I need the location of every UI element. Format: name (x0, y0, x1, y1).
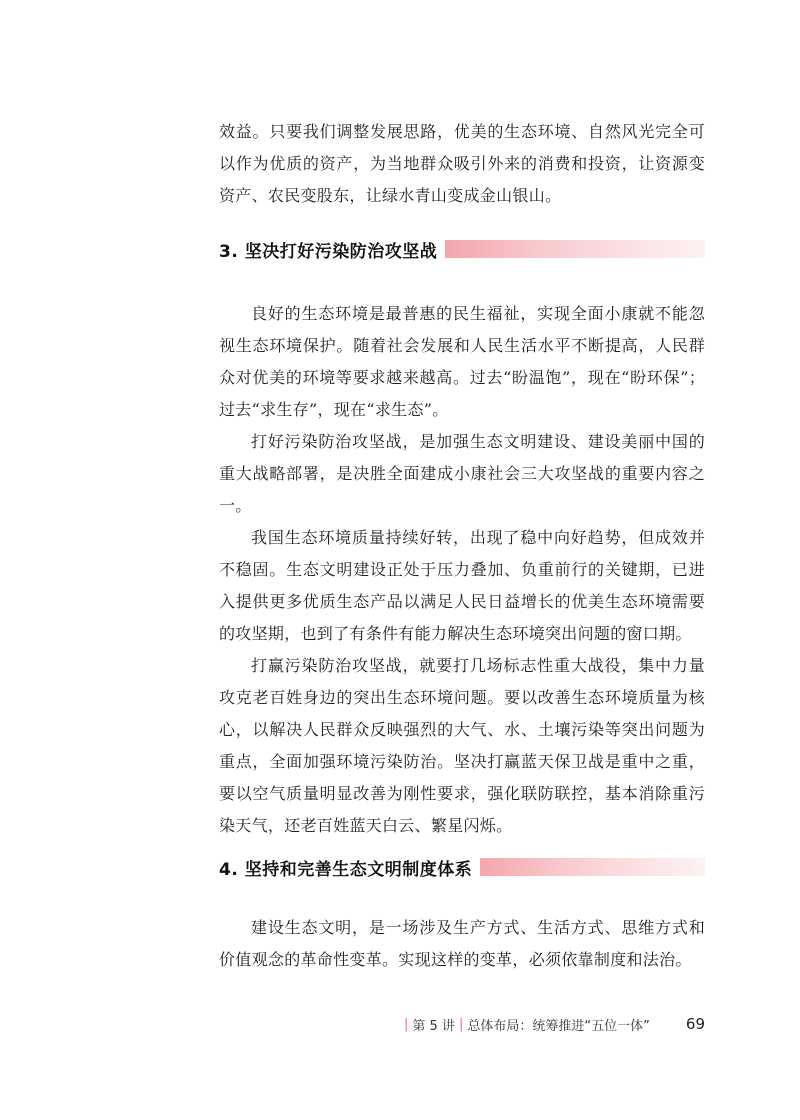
heading-decor-bar (445, 240, 705, 258)
heading-decor-bar (480, 858, 705, 876)
section-heading-3-text: 3. 坚决打好污染防治攻坚战 (219, 241, 438, 262)
paragraph: 建设生态文明，是一场涉及生产方式、生活方式、思维方式和价值观念的革命性变革。实现这样的变革，必须依靠制度和法治。 (219, 918, 705, 969)
footer-lecture-number: 第 5 讲 (412, 1018, 455, 1034)
paragraph-continued: 效益。只要我们调整发展思路，优美的生态环境、自然风光完全可以作为优质的资产，为当地群众吸引外来的消费和投资，让资源变资产、农民变股东，让绿水青山变成金山银山。 (219, 122, 705, 205)
footer-separator: | (458, 1016, 464, 1032)
section-heading-3 (219, 236, 705, 262)
page-number: 69 (685, 1015, 705, 1033)
section-heading-4-text: 4. 坚持和完善生态文明制度体系 (219, 859, 473, 880)
paragraph: 我国生态环境质量持续好转，出现了稳中向好趋势，但成效并不稳固。生态文明建设正处于压力叠加、负重前行的关键期，已进入提供更多优质生态产品以满足人民日益增长的优美生态环境需要的攻坚期，也到了有条件有能力解决生态环境突出问题的窗口期。 (219, 528, 705, 643)
footer-chapter-title: 总体布局：统筹推进“五位一体” (467, 1018, 650, 1034)
paragraph: 打赢污染防治攻坚战，就要打几场标志性重大战役，集中力量攻克老百姓身边的突出生态环境问题。要以改善生态环境质量为核心，以解决人民群众反映强烈的大气、水、土壤污染等突出问题为重点，全面加强环境污染防治。坚决打赢蓝天保卫战是重中之重，要以空气质量明显改善为刚性要求，强化联防联控，基本消除重污染天气，还老百姓蓝天白云、繁星闪烁。 (219, 656, 705, 835)
page-footer (400, 1014, 705, 1034)
paragraph: 打好污染防治攻坚战，是加强生态文明建设、建设美丽中国的重大战略部署，是决胜全面建成小康社会三大攻坚战的重要内容之一。 (219, 432, 705, 515)
paragraph: 良好的生态环境是最普惠的民生福祉，实现全面小康就不能忽视生态环境保护。随着社会发展和人民生活水平不断提高，人民群众对优美的环境等要求越来越高。过去“盼温饱”，现在“盼环保”；过去“求生存”，现在“求生态”。 (219, 304, 705, 419)
section-heading-4 (219, 854, 705, 880)
footer-separator: | (404, 1016, 409, 1032)
